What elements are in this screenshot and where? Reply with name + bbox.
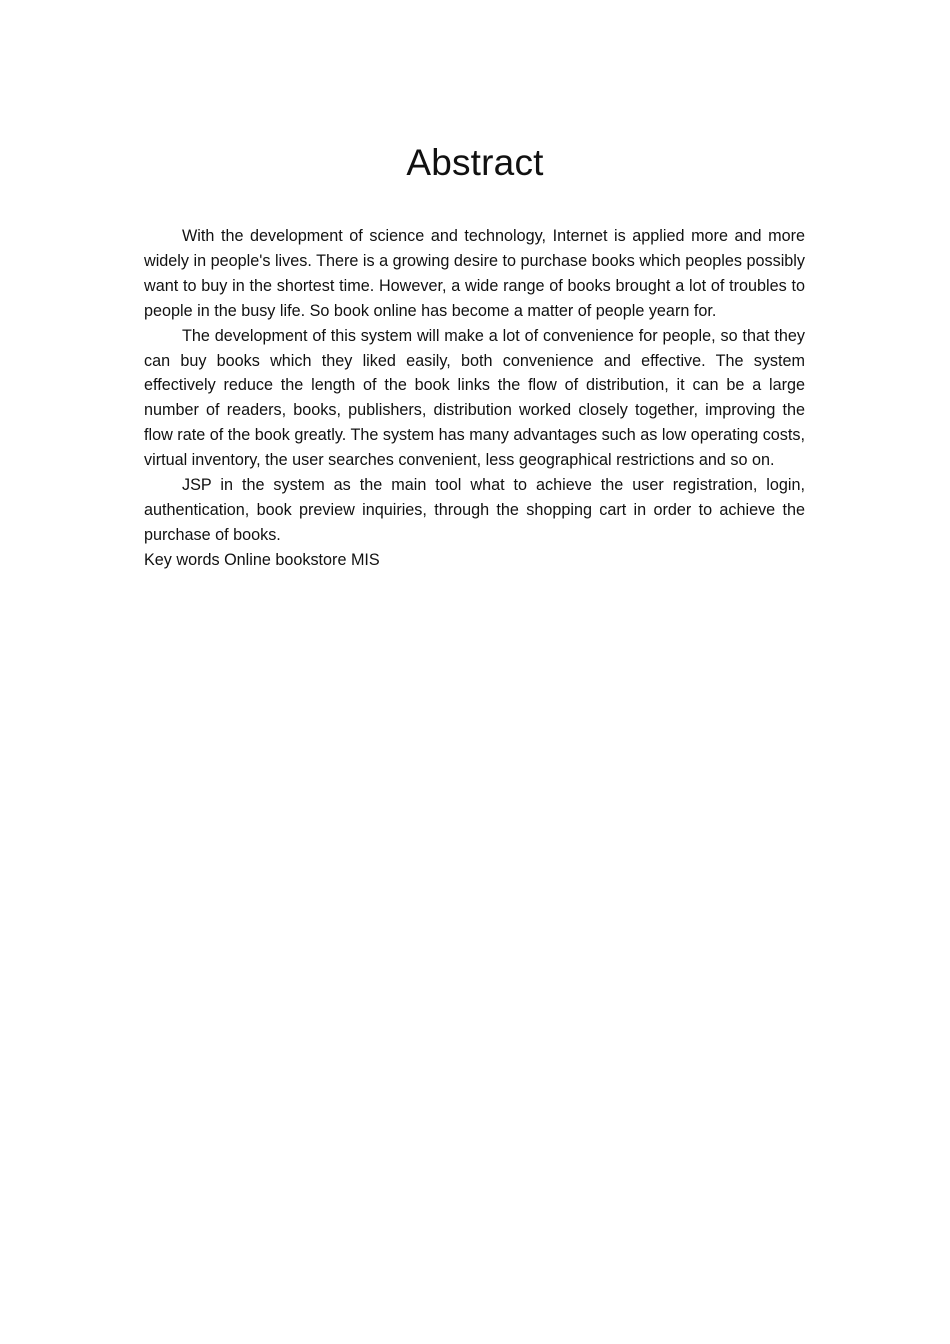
abstract-paragraph-1: With the development of science and technology, Internet is applied more and more widely in people's lives. There is a growing desire to purchase books which peoples possibly want to buy in the shortest time. However, a wide range of books brought a lot of troubles to people in the busy life. So book online has become a matter of people yearn for. xyxy=(144,227,805,320)
abstract-paragraph-3: JSP in the system as the main tool what to achieve the user registration, login, authentication, book preview inquiries, through the shopping cart in order to achieve the purchase of books. xyxy=(144,476,805,544)
page-title: Abstract xyxy=(406,142,544,183)
abstract-paragraph-2: The development of this system will make a lot of convenience for people, so that they can buy books which they liked easily, both convenience and effective. The system effectively reduce the length of the book links the flow of distribution, it can be a large number of readers, books, publishers, distribution worked closely together, improving the flow rate of the book greatly. The system has many advantages such as low operating costs, virtual inventory, the user searches convenient, less geographical restrictions and so on. xyxy=(144,326,805,470)
abstract-body xyxy=(144,224,805,573)
keywords-line: Key words Online bookstore MIS xyxy=(144,550,380,569)
